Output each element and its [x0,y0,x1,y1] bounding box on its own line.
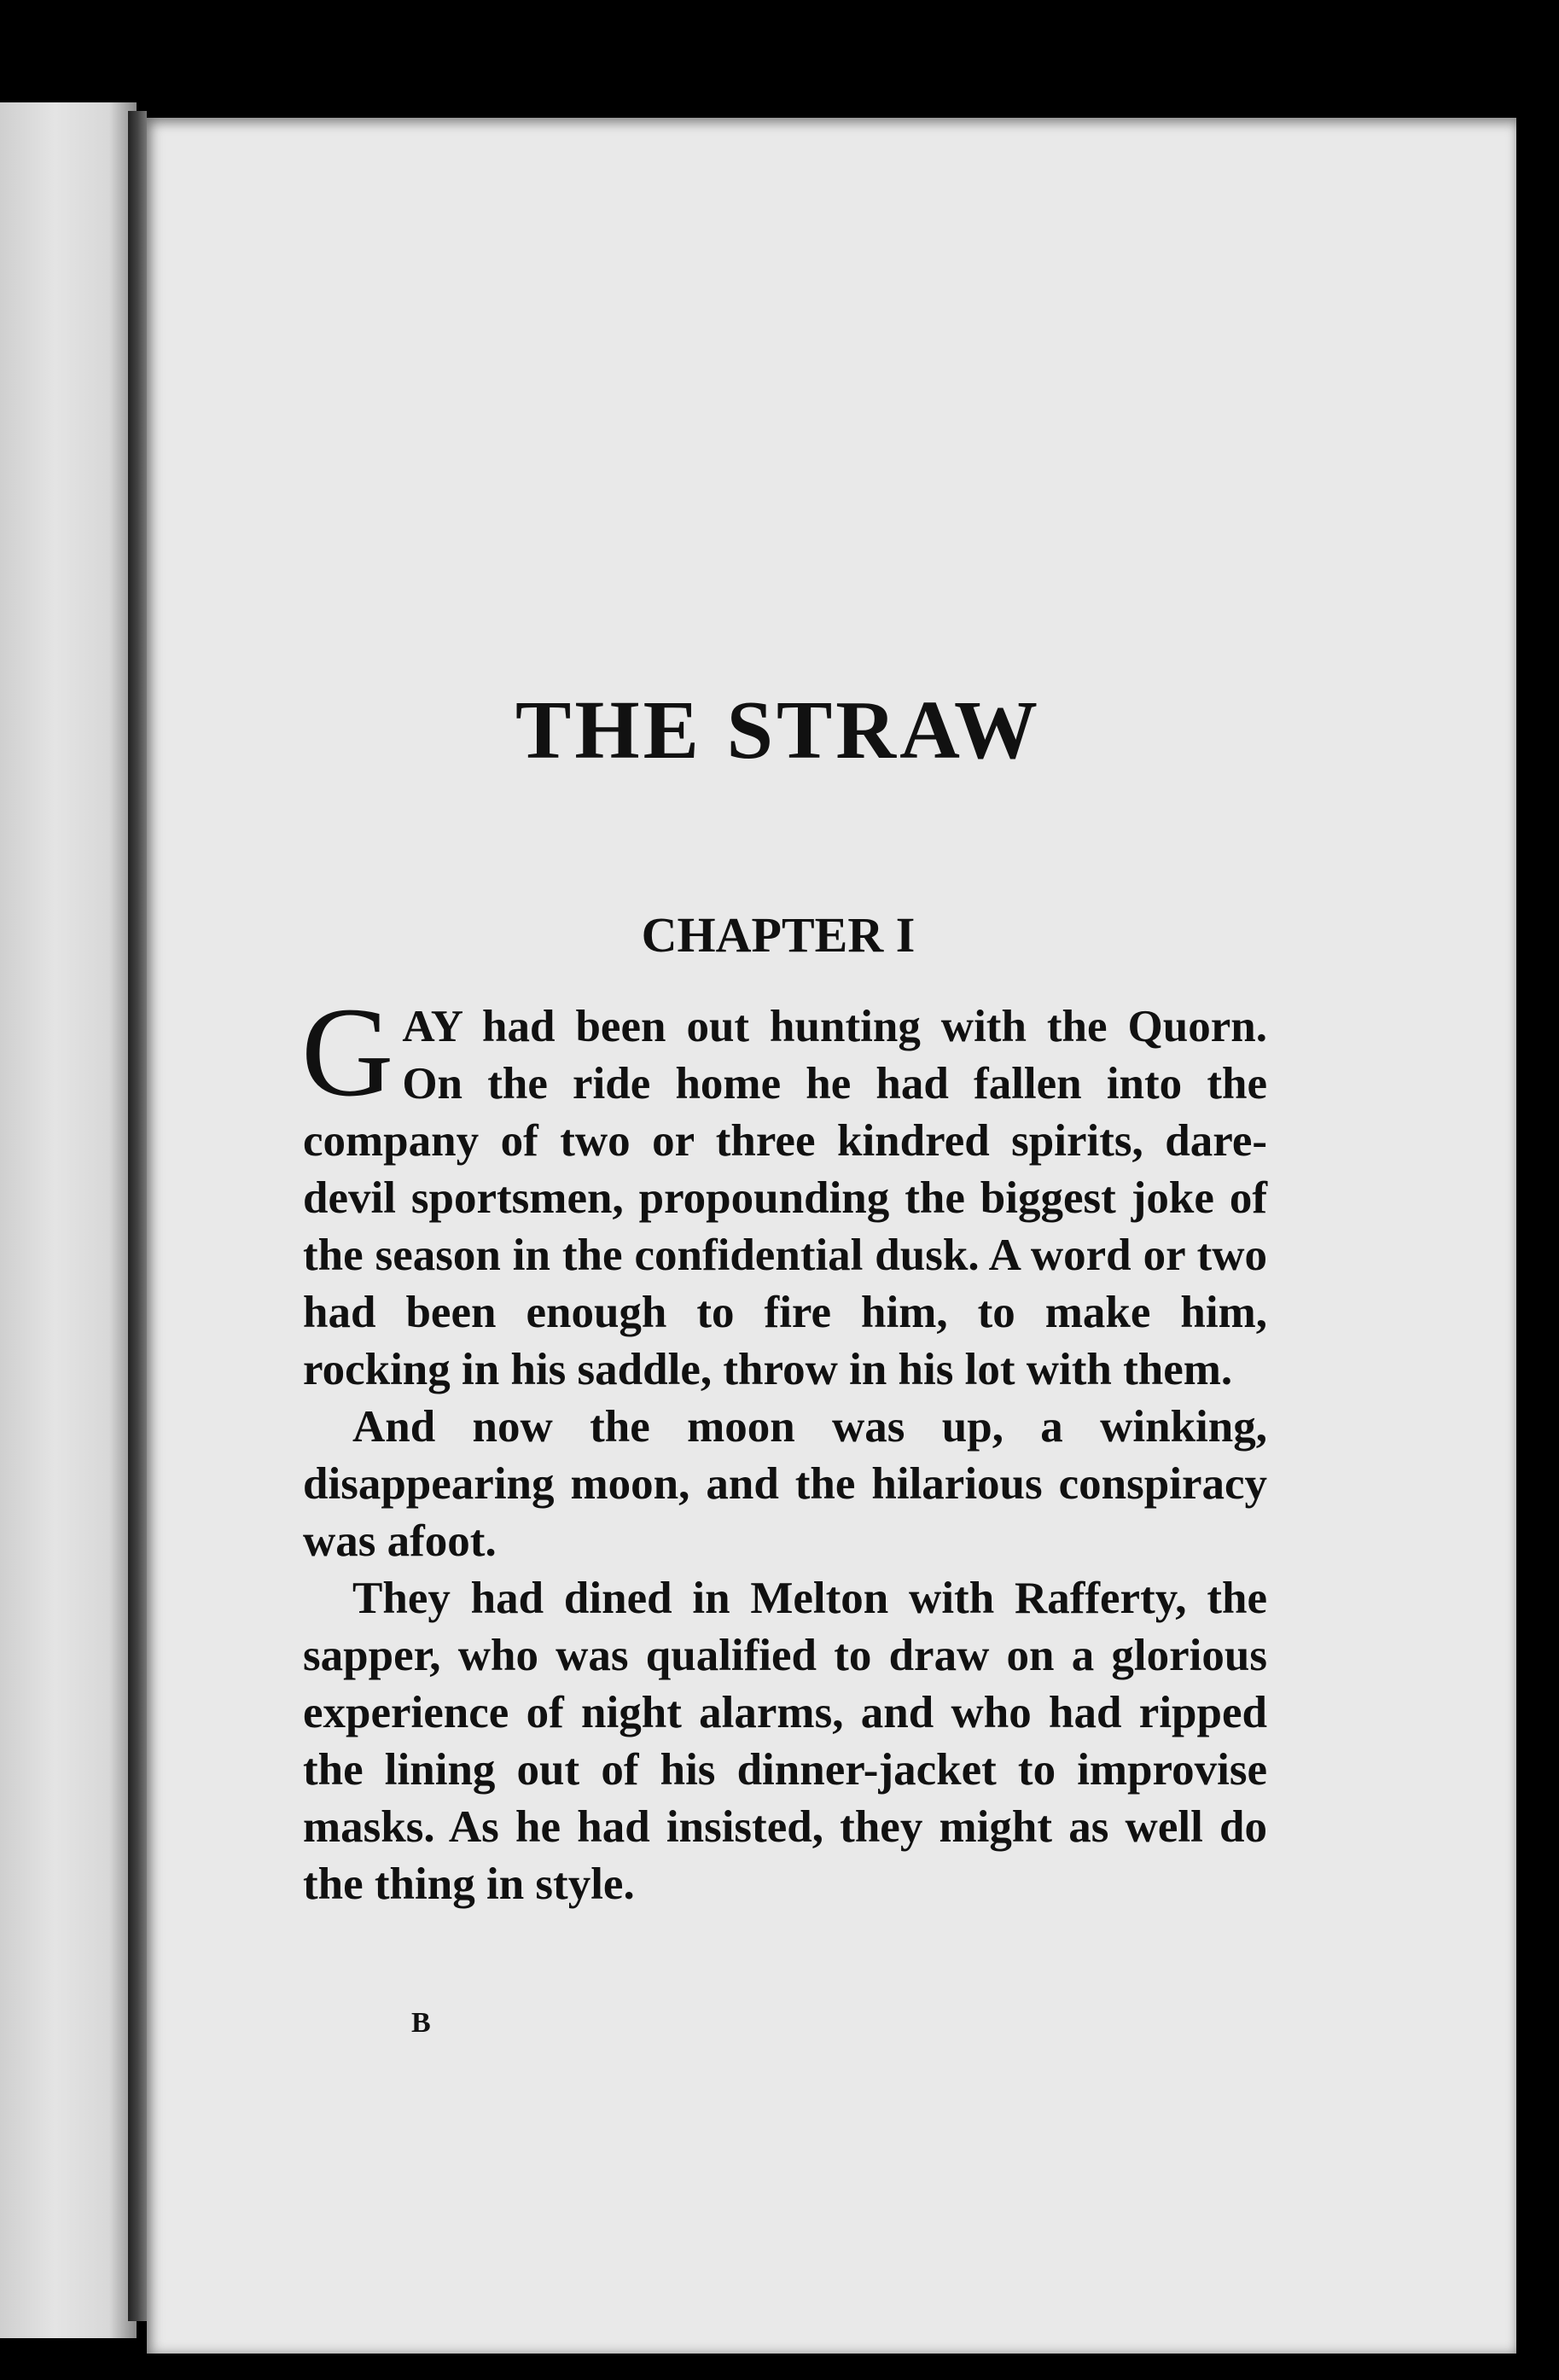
chapter-heading: CHAPTER I [641,907,916,963]
signature-mark: B [411,2007,431,2039]
drop-cap: G [301,981,394,1123]
body-text [301,981,1267,1913]
paragraph-1 [301,981,1267,1399]
paragraph-1-text: AY had been out hunting with the Quorn. On the ride home he had fallen into the company of two or three kindred spirits, dare-devil sportsmen, propounding the biggest joke of the season in the confidential dusk. A word or two had been enough to fire him, to make him, rocking in his saddle, throw in his lot with them. [303,1002,1267,1394]
book-spine [128,111,147,2321]
paragraph-3: They had dined in Melton with Rafferty, the sapper, who was qualified to draw on a glorious experience of night alarms, and who had ripped the lining out of his dinner-jacket to improvise masks. As he had insisted, they might as well do the thing in style. [303,1574,1267,1909]
left-page-edge [0,102,137,2338]
book-title: THE STRAW [515,684,1041,777]
paragraph-2: And now the moon was up, a winking, disappearing moon, and the hilarious conspiracy was afoot. [303,1402,1267,1566]
